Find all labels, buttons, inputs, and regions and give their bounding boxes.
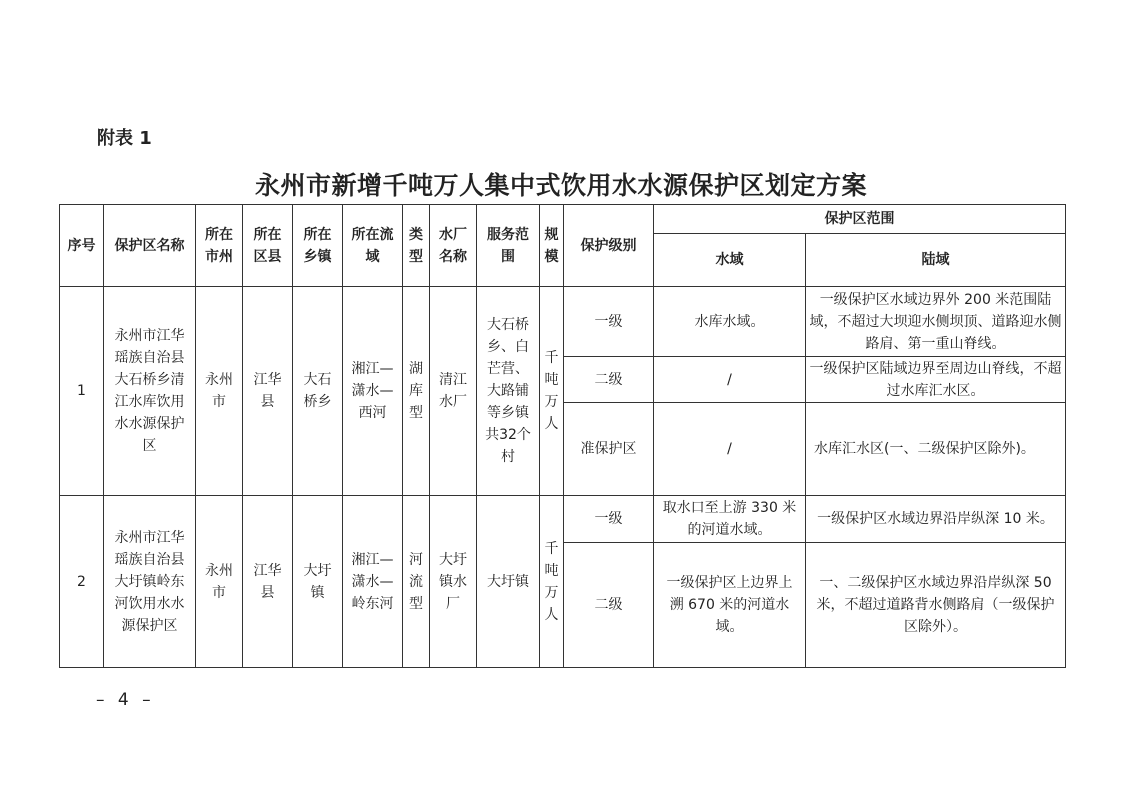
cell-land: 一级保护区水域边界外 200 米范围陆域，不超过大坝迎水侧坝顶、道路迎水侧路肩、第一重山脊线。 [806, 287, 1066, 357]
cell-seq: 2 [60, 496, 104, 668]
cell-county: 江华县 [243, 287, 293, 496]
cell-town: 大圩镇 [293, 496, 343, 668]
cell-water: / [654, 403, 806, 496]
cell-basin: 湘江—潇水—岭东河 [343, 496, 403, 668]
document-title: 永州市新增千吨万人集中式饮用水水源保护区划定方案 [254, 171, 867, 200]
page-number: – 4 – [96, 690, 155, 710]
cell-county: 江华县 [243, 496, 293, 668]
cell-water: 水库水域。 [654, 287, 806, 357]
cell-service: 大圩镇 [477, 496, 540, 668]
cell-level: 一级 [564, 496, 654, 543]
cell-water: 一级保护区上边界上溯 670 米的河道水域。 [654, 543, 806, 668]
cell-city: 永州市 [196, 287, 243, 496]
cell-land: 一、二级保护区水域边界沿岸纵深 50 米，不超过道路背水侧路肩（一级保护区除外）。 [806, 543, 1066, 668]
cell-plant: 大圩镇水厂 [430, 496, 477, 668]
cell-land: 一级保护区陆域边界至周边山脊线，不超过水库汇水区。 [806, 357, 1066, 403]
header-county: 所在区县 [243, 205, 293, 287]
header-basin: 所在流域 [343, 205, 403, 287]
header-seq: 序号 [60, 205, 104, 287]
cell-level: 一级 [564, 287, 654, 357]
cell-town: 大石桥乡 [293, 287, 343, 496]
cell-level: 准保护区 [564, 403, 654, 496]
header-range: 保护区范围 [654, 205, 1066, 234]
cell-plant: 清江水厂 [430, 287, 477, 496]
cell-type: 河流型 [403, 496, 430, 668]
cell-city: 永州市 [196, 496, 243, 668]
cell-water: 取水口至上游 330 米的河道水域。 [654, 496, 806, 543]
cell-name: 永州市江华瑶族自治县大圩镇岭东河饮用水水源保护区 [104, 496, 196, 668]
header-town: 所在乡镇 [293, 205, 343, 287]
header-type: 类型 [403, 205, 430, 287]
cell-basin: 湘江—潇水—西河 [343, 287, 403, 496]
header-level: 保护级别 [564, 205, 654, 287]
cell-scale: 千吨万人 [540, 287, 564, 496]
cell-service: 大石桥乡、白芒营、大路铺等乡镇共32个村 [477, 287, 540, 496]
protection-zone-table [59, 204, 1066, 668]
cell-level: 二级 [564, 543, 654, 668]
header-name: 保护区名称 [104, 205, 196, 287]
cell-land: 一级保护区水域边界沿岸纵深 10 米。 [806, 496, 1066, 543]
table-row [60, 496, 1066, 543]
cell-water: / [654, 357, 806, 403]
appendix-label: 附表 1 [97, 128, 152, 149]
table-row [60, 287, 1066, 357]
header-city: 所在市州 [196, 205, 243, 287]
header-service: 服务范围 [477, 205, 540, 287]
cell-scale: 千吨万人 [540, 496, 564, 668]
cell-type: 湖库型 [403, 287, 430, 496]
cell-seq: 1 [60, 287, 104, 496]
cell-name: 永州市江华瑶族自治县大石桥乡清江水库饮用水水源保护区 [104, 287, 196, 496]
header-plant: 水厂名称 [430, 205, 477, 287]
cell-land: 水库汇水区(一、二级保护区除外)。 [806, 403, 1066, 496]
header-land: 陆域 [806, 234, 1066, 287]
cell-level: 二级 [564, 357, 654, 403]
header-scale: 规模 [540, 205, 564, 287]
header-water: 水域 [654, 234, 806, 287]
